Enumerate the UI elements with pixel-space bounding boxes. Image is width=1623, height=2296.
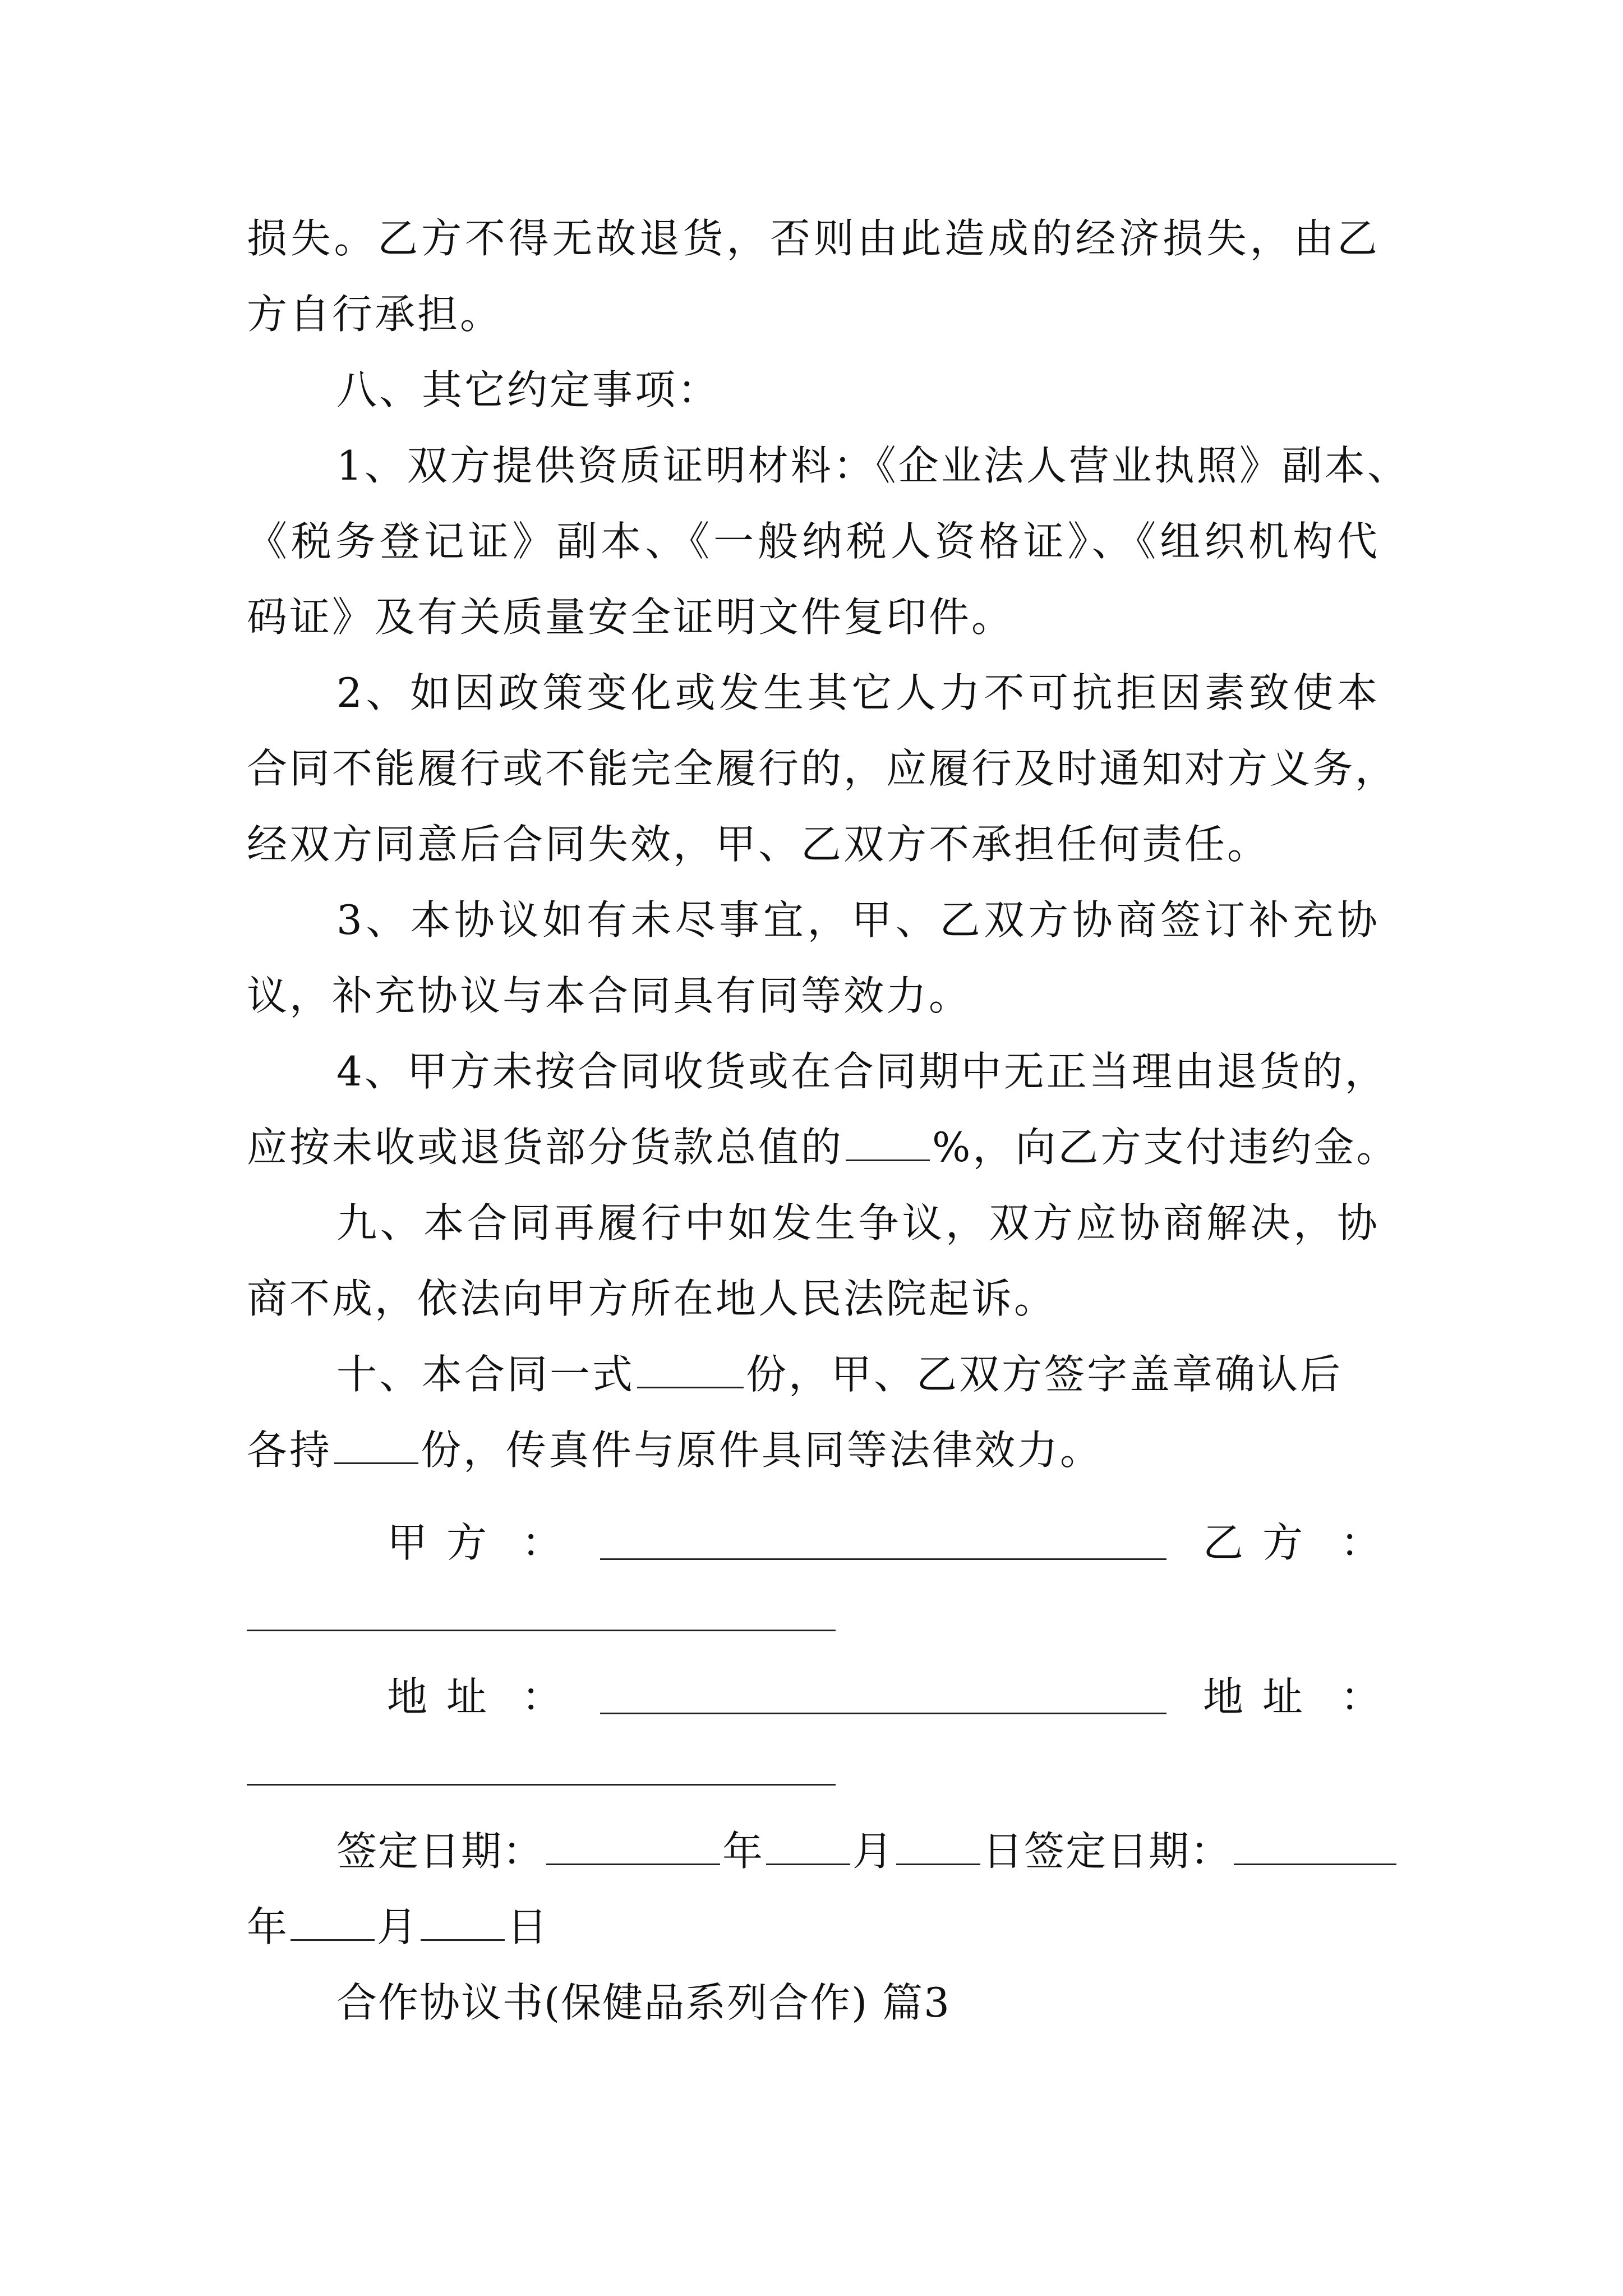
colon: ： [522, 1519, 562, 1566]
colon: ： [1340, 1519, 1381, 1566]
paragraph-line: 方自行承担。 [247, 291, 503, 338]
paragraph-line: 损失。乙方不得无故退货，否则由此造成的经济损失，由乙 [247, 215, 1380, 262]
day-label: 日 [983, 1828, 1025, 1875]
section-heading-8: 八、其它约定事项： [336, 366, 721, 413]
day-blank [896, 1824, 980, 1865]
party-a-signature-line [600, 1558, 1166, 1560]
month-label: 月 [377, 1903, 419, 1950]
sign-date-label: 签定日期： [1024, 1828, 1232, 1875]
text-fragment: 份，传真件与原件具同等法律效力。 [421, 1427, 1103, 1474]
percent-blank [846, 1120, 930, 1161]
text-fragment: 份，甲、乙双方签字盖章确认后 [746, 1351, 1343, 1398]
section-9-line: 九、本合同再履行中如发生争议，双方应协商解决，协 [336, 1199, 1380, 1246]
clause-4-line [247, 1119, 1399, 1175]
year-blank [1234, 1824, 1396, 1865]
clause-4-line: 4、甲方未按合同收货或在合同期中无正当理由退货的， [336, 1048, 1387, 1095]
text-fragment: 应按未收或退货部分货款总值的 [247, 1124, 844, 1171]
party-signature-row [387, 1515, 1380, 1571]
next-section-title: 合作协议书(保健品系列合作) 篇3 [336, 1979, 951, 2026]
sign-date-line [336, 1823, 1380, 1879]
section-10-line [247, 1422, 1380, 1478]
clause-2-line: 2、如因政策变化或发生其它人力不可抗拒因素致使本 [336, 669, 1380, 716]
text-fragment: 各持 [247, 1427, 333, 1474]
month-blank [766, 1824, 850, 1865]
day-blank [421, 1900, 505, 1941]
clause-2-line: 合同不能履行或不能完全履行的，应履行及时通知对方义务， [247, 745, 1398, 792]
sign-date-label: 签定日期： [336, 1828, 545, 1875]
clause-1-line: 1、双方提供资质证明材料：《企业法人营业执照》副本、 [336, 442, 1410, 489]
party-b-address-line [247, 1784, 836, 1786]
clause-3-line: 议，补充协议与本合同具有同等效力。 [247, 972, 972, 1019]
text-fragment: %，向乙方支付违约金。 [932, 1124, 1399, 1171]
section-10-line [336, 1346, 1380, 1402]
section-9-line: 商不成，依法向甲方所在地人民法院起诉。 [247, 1275, 1057, 1322]
party-b-signature-line [247, 1630, 836, 1631]
year-blank [546, 1824, 720, 1865]
month-label: 月 [852, 1828, 895, 1875]
clause-3-line: 3、本协议如有未尽事宜，甲、乙双方协商签订补充协 [336, 896, 1380, 944]
party-b-label: 乙方 [1203, 1519, 1322, 1566]
month-blank [291, 1900, 375, 1941]
party-a-label: 甲方 [387, 1519, 506, 1566]
clause-1-line: 《税务登记证》副本、《一般纳税人资格证》、《组织机构代 [247, 518, 1380, 565]
clause-2-line: 经双方同意后合同失效，甲、乙双方不承担任何责任。 [247, 821, 1270, 868]
sign-date-line [247, 1899, 1380, 1955]
copies-blank [637, 1347, 744, 1388]
copies-each-blank [334, 1423, 418, 1464]
year-label: 年 [722, 1828, 764, 1875]
year-label: 年 [247, 1903, 289, 1950]
party-a-address-line [600, 1713, 1166, 1714]
colon: ： [522, 1673, 562, 1720]
colon: ： [1340, 1673, 1381, 1720]
party-a-address-label: 地址 [387, 1673, 506, 1720]
address-row [387, 1669, 1380, 1725]
party-b-address-label: 地址 [1203, 1673, 1322, 1720]
text-fragment: 十、本合同一式 [336, 1351, 635, 1398]
clause-1-line: 码证》及有关质量安全证明文件复印件。 [247, 593, 1015, 641]
day-label: 日 [507, 1903, 549, 1950]
